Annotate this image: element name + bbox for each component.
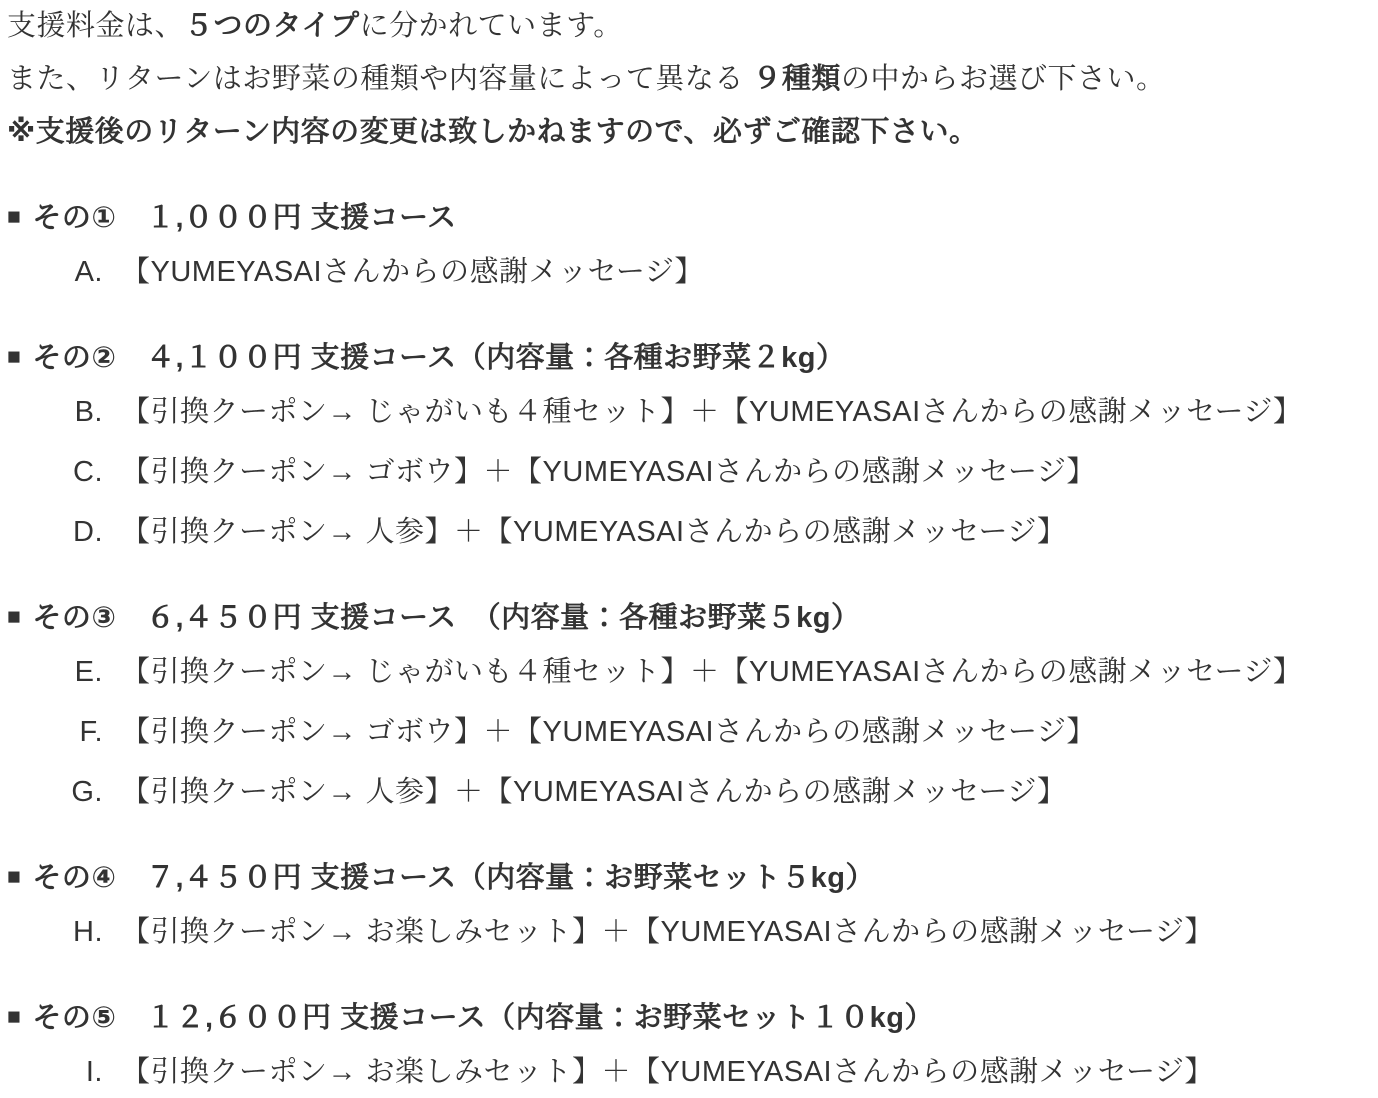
item-text: 【引換クーポン→ じゃがいも４種セット】＋【YUMEYASAIさんからの感謝メッセージ】: [121, 656, 1303, 689]
course-2-title-text: その② ４,１００円 支援コース（内容量：各種お野菜２kg）: [32, 342, 846, 375]
item-text: 【YUMEYASAIさんからの感謝メッセージ】: [121, 256, 704, 289]
section-course-1: [7, 198, 1370, 292]
section-course-4: [7, 858, 1370, 952]
course-4-returns: [7, 912, 1370, 952]
intro-2-pre: また、リターンはお野菜の種類や内容量によって異なる: [7, 63, 753, 96]
item-text: 【引換クーポン→ 人参】＋【YUMEYASAIさんからの感謝メッセージ】: [121, 516, 1067, 549]
item-letter: I.: [85, 1056, 103, 1089]
course-5-returns: [7, 1052, 1370, 1092]
return-item-c: [7, 452, 1370, 492]
intro-paragraph-2: [7, 59, 1370, 99]
course-1-returns: [7, 252, 1370, 292]
item-letter: G.: [71, 776, 103, 809]
return-item-g: [7, 772, 1370, 812]
item-text: 【引換クーポン→ じゃがいも４種セット】＋【YUMEYASAIさんからの感謝メッセージ】: [121, 396, 1303, 429]
item-text: 【引換クーポン→ 人参】＋【YUMEYASAIさんからの感謝メッセージ】: [121, 776, 1067, 809]
intro-1-bold: ５つのタイプ: [184, 10, 360, 42]
return-item-e: [7, 652, 1370, 692]
return-item-d: [7, 512, 1370, 552]
square-bullet-icon: ■: [7, 863, 22, 890]
item-letter: F.: [79, 716, 103, 749]
return-item-b: [7, 392, 1370, 432]
course-4-title-text: その④ ７,４５０円 支援コース（内容量：お野菜セット５kg）: [32, 862, 875, 895]
section-course-3: [7, 598, 1370, 812]
intro-2-bold: ９種類: [752, 63, 841, 96]
item-letter: E.: [74, 656, 103, 689]
intro-note: ※支援後のリターン内容の変更は致しかねますので、必ずご確認下さい。: [7, 116, 979, 149]
square-bullet-icon: ■: [7, 1003, 22, 1030]
item-text: 【引換クーポン→ ゴボウ】＋【YUMEYASAIさんからの感謝メッセージ】: [121, 456, 1096, 489]
intro-1-post: に分かれています。: [359, 10, 623, 42]
intro-1-pre: 支援料金は、: [7, 10, 185, 42]
course-3-returns: [7, 652, 1370, 812]
return-item-a: [7, 252, 1370, 292]
course-5-title: [7, 998, 1370, 1038]
section-course-5: [7, 998, 1370, 1092]
intro-2-post: の中からお選び下さい。: [841, 63, 1166, 96]
course-5-title-text: その⑤ １２,６００円 支援コース（内容量：お野菜セット１０kg）: [32, 1002, 934, 1035]
return-item-f: [7, 712, 1370, 752]
course-1-title: [7, 198, 1370, 238]
course-4-title: [7, 858, 1370, 898]
item-letter: D.: [73, 516, 103, 549]
item-letter: H.: [73, 916, 103, 949]
square-bullet-icon: ■: [7, 203, 22, 230]
item-text: 【引換クーポン→ ゴボウ】＋【YUMEYASAIさんからの感謝メッセージ】: [121, 716, 1096, 749]
item-letter: A.: [74, 256, 103, 289]
course-1-title-text: その① １,０００円 支援コース: [32, 202, 457, 235]
item-text: 【引換クーポン→ お楽しみセット】＋【YUMEYASAIさんからの感謝メッセージ】: [121, 916, 1214, 949]
square-bullet-icon: ■: [7, 343, 22, 370]
intro-paragraph-1: [7, 6, 1370, 46]
item-letter: B.: [74, 396, 103, 429]
course-3-title: [7, 598, 1370, 638]
item-text: 【引換クーポン→ お楽しみセット】＋【YUMEYASAIさんからの感謝メッセージ】: [121, 1056, 1214, 1089]
course-2-returns: [7, 392, 1370, 552]
course-3-title-text: その③ ６,４５０円 支援コース （内容量：各種お野菜５kg）: [32, 602, 861, 635]
return-item-i: [7, 1052, 1370, 1092]
course-2-title: [7, 338, 1370, 378]
square-bullet-icon: ■: [7, 603, 22, 630]
section-course-2: [7, 338, 1370, 552]
return-item-h: [7, 912, 1370, 952]
item-letter: C.: [73, 456, 103, 489]
